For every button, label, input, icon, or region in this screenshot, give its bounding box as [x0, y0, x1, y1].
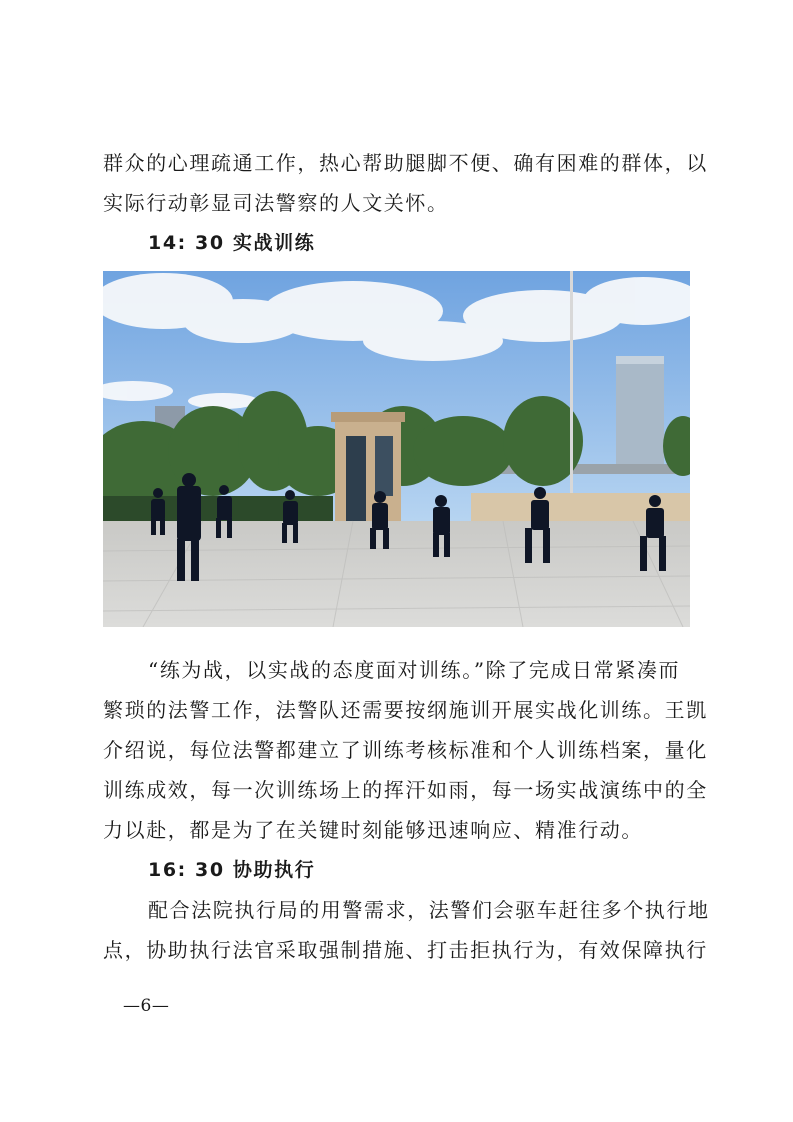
page-number: —6—: [123, 996, 170, 1016]
flagpole: [570, 271, 573, 529]
paragraph-line: “练为战，以实战的态度面对训练。”除了完成日常紧凑而: [148, 658, 681, 682]
section-heading-enforcement: 16: 30 协助执行: [148, 859, 316, 881]
paragraph-line: 介绍说，每位法警都建立了训练考核标准和个人训练档案，量化: [103, 738, 708, 762]
paragraph-line: 点，协助执行法官采取强制措施、打击拒执行为，有效保障执行: [103, 938, 708, 962]
skyscraper: [616, 356, 664, 466]
training-photo: [103, 271, 690, 627]
paragraph-line: 训练成效，每一次训练场上的挥汗如雨，每一场实战演练中的全: [103, 778, 708, 802]
paragraph-line: 配合法院执行局的用警需求，法警们会驱车赶往多个执行地: [148, 898, 710, 922]
section-heading-training: 14: 30 实战训练: [148, 232, 316, 254]
paragraph-line: 力以赴，都是为了在关键时刻能够迅速响应、精准行动。: [103, 818, 643, 842]
paragraph-line: 群众的心理疏通工作，热心帮助腿脚不便、确有困难的群体，以: [103, 151, 708, 175]
paragraph-line: 繁琐的法警工作，法警队还需要按纲施训开展实战化训练。王凯: [103, 698, 708, 722]
paragraph-line: 实际行动彰显司法警察的人文关怀。: [103, 191, 449, 215]
